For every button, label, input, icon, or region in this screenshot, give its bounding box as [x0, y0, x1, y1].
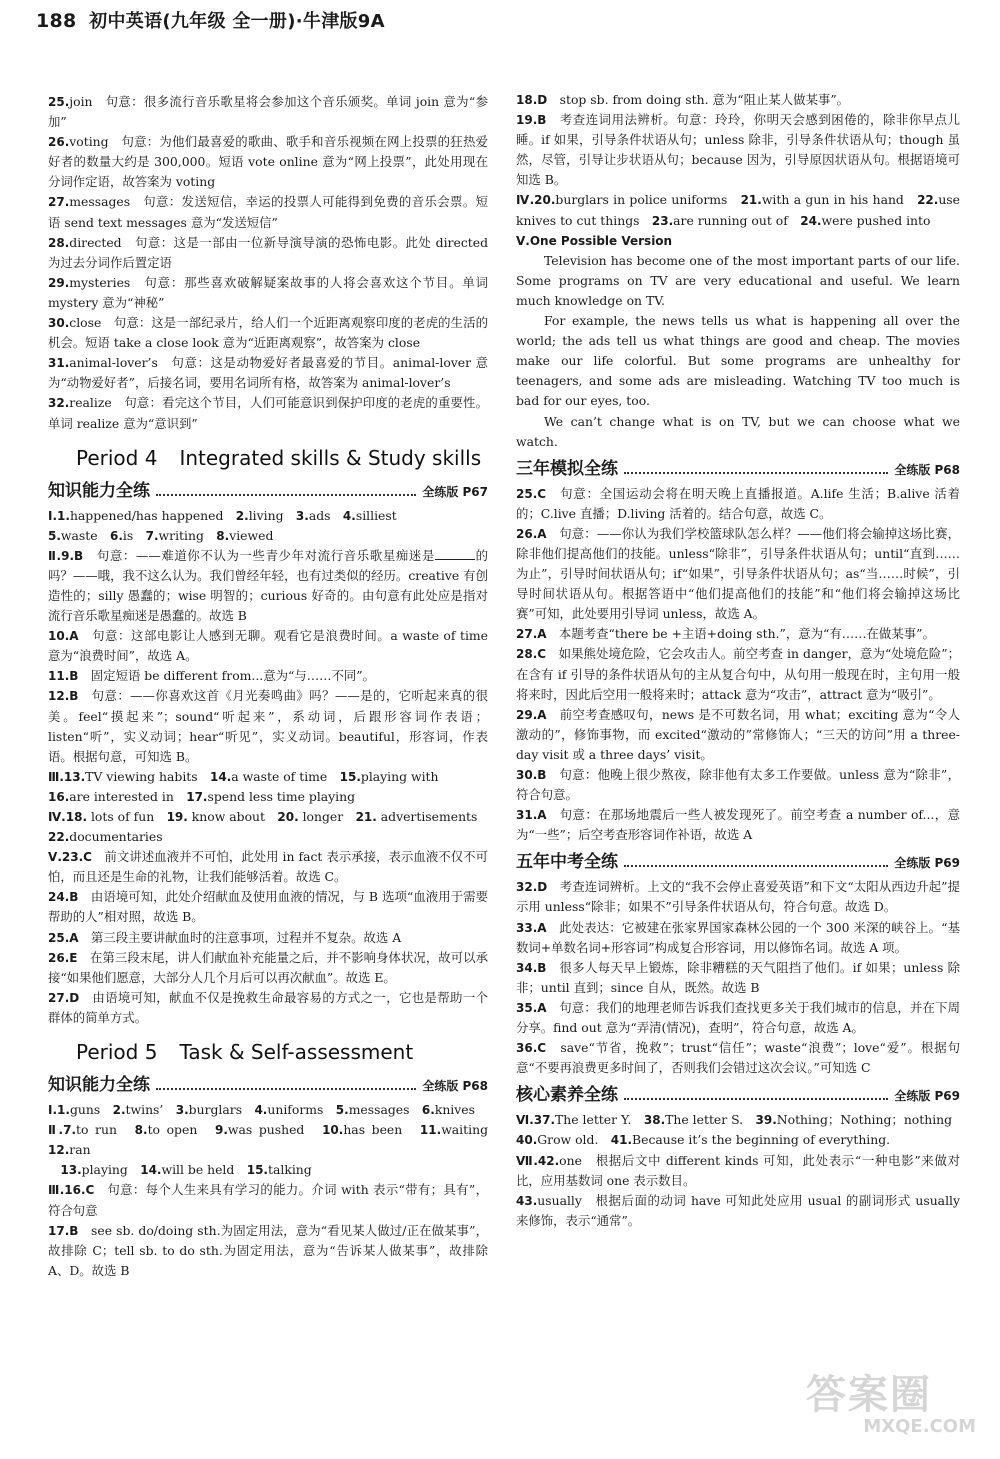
answer-line: Ⅰ.1.guns 2.twins’ 3.burglars 4.uniforms 5.messages 6.knives: [48, 1102, 475, 1118]
answer-line: Ⅲ.16.C 句意：每个人生来具有学习的能力。介词 with 表示“带有；具有”，符合句意: [48, 1182, 488, 1218]
answer-line: We can’t change what is on TV, but we can choose what we watch.: [516, 413, 960, 449]
section-header-p4: 知识能力全练 全练版 P67: [48, 480, 488, 501]
answer-line: 35.A 句意：我们的地理老师告诉我们查找更多关于我们城市的信息，并在下周分享。find out 意为“弄清(情况)，查明”，符合句意，故选 A。: [516, 999, 960, 1036]
answer-line: 16.are interested in 17.spend less time playing: [48, 788, 356, 804]
section-header-three-year: 三年模拟全练 全练版 P68: [516, 458, 960, 479]
site-watermark: 答案圈 MXQE.COM: [806, 1372, 976, 1437]
answer-line: 30.B 句意：他晚上很少熬夜，除非他有太多工作要做。unless 意为“除非”，符合句意。: [516, 767, 960, 803]
answer-line: Ⅱ.9.B 句意：——难道你不认为一些青少年对流行音乐歌星痴迷是 的吗？——哦，我不这么认为。我们曾经年轻，也有过类似的经历。creative 有创造性的；silly 愚蠢的；wise 明智的；curious 好奇的。由句意有此处应是指对流行音乐歌星痴迷是愚蠢的。故选 B: [48, 547, 489, 624]
answer-line: 28.C 如果熊处境危险，它会攻击人。前空考查 in danger，意为“处境危险”；在含有 if 引导的条件状语从句的主从复合句中，从句用一般现在时，主句用一般将来时，因此后空用一般将来时；attack 意为“攻击”，attract 意为“吸引”。: [516, 646, 960, 702]
answer-line: 27.D 由语境可知，献血不仅是挽救生命最容易的方式之一，它也是帮助一个群体的简单方式。: [48, 989, 488, 1025]
answer-line: 22.documentaries: [48, 829, 163, 845]
answer-line: 32.D 考查连词辨析。上文的“我不会停止喜爱英语”和下文“太阳从西边升起”提示用 unless“除非；如果不”引导条件状语从句，符合句意。故选 D。: [516, 879, 960, 915]
period-4-answers: [48, 506, 488, 1028]
three-year-answers: [516, 484, 960, 846]
answer-line: 25.C 句意：全国运动会将在明天晚上直播报道。A.life 生活；B.alive 活着的；C.live 直播；D.living 活着的。结合句意，故选 C。: [516, 485, 960, 521]
section-header-p5: 知识能力全练 全练版 P68: [48, 1075, 488, 1096]
answer-line: 26.voting 句意：为他们最喜爱的歌曲、歌手和音乐视频在网上投票的狂热爱好者的数量大约是 300,000。短语 vote online 意为“网上投票”，此处用现在分词作定语，故答案为 voting: [48, 134, 488, 190]
answer-line: Ⅳ.18. lots of fun 19. know about 20. longer 21. advertisements: [48, 809, 478, 824]
answer-line: Television has become one of the most important parts of our life. Some programs on TV are very educational and useful. We learn much knowledge on TV.: [516, 252, 960, 308]
answer-line: Ⅶ.42.one 根据后文中 different kinds 可知，此处表示“一种电影”来做对比，应用基数词 one 表示数目。: [516, 1152, 960, 1188]
answer-line: 19.B 考查连词用法辨析。句意：玲玲，你明天会感到困倦的，除非你早点儿睡。if 如果，引导条件状语从句；unless 除非，引导条件状语从句；though 虽然，尽管，引导让步状语从句；because 因为，引导原因状语从句。根据语境可知选 B。: [516, 112, 960, 188]
section-header-core: 核心素养全练 全练版 P69: [516, 1085, 960, 1106]
answer-line: 32.realize 句意：看完这个节目，人们可能意识到保护印度的老虎的重要性。单词 realize 意为“意识到”: [48, 395, 488, 431]
answer-line: 29.mysteries 句意：那些喜欢破解疑案故事的人将会喜欢这个节目。单词 mystery 意为“神秘”: [48, 274, 488, 310]
answer-line: 27.messages 句意：发送短信，幸运的投票人可能得到免费的音乐会票。短语 send text messages 意为“发送短信”: [48, 194, 488, 230]
answer-line: 43.usually 根据后面的动词 have 可知此处应用 usual 的副词形式 usually 来修饰，表示“通常”。: [516, 1192, 960, 1228]
answer-line: 36.C save“节省，挽救”；trust“信任”；waste“浪费”；love“爱”。根据句意“不要再浪费更多时间了，否则我们会错过这次会议。”可知选 C: [516, 1040, 960, 1076]
answer-line: 27.A 本题考查“there be +主语+doing sth.”，意为“有……在做某事”。: [516, 626, 935, 642]
answer-line: 5.waste 6.is 7.writing 8.viewed: [48, 527, 274, 543]
page-number: 188: [36, 10, 77, 32]
answer-line: Ⅲ.13.TV viewing habits 14.a waste of time 15.playing with: [48, 768, 439, 784]
answer-line: 25.join 句意：很多流行音乐歌星将会参加这个音乐颁奖。单词 join 意为“参加”: [48, 94, 488, 130]
five-year-answers: [516, 877, 960, 1078]
core-answers: [516, 1110, 960, 1231]
answer-line: Ⅱ.7.to run 8.to open 9.was pushed 10.has been 11.waiting 12.ran: [48, 1122, 501, 1158]
answer-line: 13.playing 14.will be held 15.talking: [60, 1162, 312, 1178]
answer-line: 30.close 句意：这是一部纪录片，给人们一个近距离观察印度的老虎的生活的机会。短语 take a close look 意为“近距离观察”，故答案为 close: [48, 315, 488, 351]
period-5-answers: [48, 1100, 501, 1281]
answer-line: 26.A 句意：——你认为我们学校篮球队怎么样？——他们将会输掉这场比赛，除非他们提高他们的技能。unless“除非”，引导条件状语从句；until“直到……为止”，引导时间状语从句；if“如果”，引导条件状语从句；as“当……时候”，引导时间状语从句。根据答语中“他们提高他们的技能”和“他们将会输掉这场比赛”可知，此处要用引导词 unless，故选 A。: [516, 525, 960, 622]
section-header-five-year: 五年中考全练 全练版 P69: [516, 852, 960, 873]
book-title: 初中英语(九年级 全一册)·牛津版9A: [89, 11, 385, 32]
answer-line: For example, the news tells us what is happening all over the world; the ads tell us what things are good and cheap. The movies make our life colorful. But some programs are unhealthy for teenagers, and some ads are misleading. Watching TV too much is bad for our eyes, too.: [516, 313, 960, 409]
answer-line: Ⅵ.37.The letter Y. 38.The letter S. 39.Nothing；Nothing；nothing: [516, 1112, 953, 1128]
answer-line: 26.E 在第三段末尾，讲人们献血补充能量之后，并不影响身体状况，故可以承接“如果他们愿意，大部分人几个月后可以再次献血”。故选 E。: [48, 949, 488, 985]
answer-line: 33.A 此处表达：它被建在张家界国家森林公园的一个 300 米深的峡谷上。“基数词+单数名词+形容词”构成复合形容词，用以修饰名词。故选 A 项。: [516, 919, 960, 955]
answer-line: 12.B 句意：——你喜欢这首《月光奏鸣曲》吗？——是的，它听起来真的很美。feel“摸起来”；sound“听起来”，系动词，后跟形容词作表语；listen“听”，实义动词；hear“听见”，实义动词。beautiful，形容词，作表语。根据句意，可知选 B。: [48, 688, 488, 764]
answer-line: 31.animal-lover’s 句意：这是动物爱好者最喜爱的节目。animal-lover 意为“动物爱好者”，后接名词，要用名词所有格，故答案为 animal-lover’s: [48, 355, 488, 391]
page-header: [36, 6, 385, 37]
answer-line: 24.B 由语境可知，此处介绍献血及使用血液的情况，与 B 选项“血液用于需要帮助的人”相对照，故选 B。: [48, 889, 488, 925]
answer-line: Ⅳ.20.burglars in police uniforms 21.with a gun in his hand 22.use knives to cut things 23.are running out of 24.were pushed into: [516, 192, 960, 228]
answer-line: 40.Grow old. 41.Because it’s the beginning of everything.: [516, 1132, 891, 1148]
answer-line: 17.B see sb. do/doing sth.为固定用法，意为“看见某人做过/正在做某事”，故排除 C；tell sb. to do sth.为固定用法，意为“告诉某人做某事”，故排除 A、D。故选 B: [48, 1222, 488, 1278]
left-top-answers: [48, 92, 488, 434]
answer-line: Ⅴ.One Possible Version: [516, 233, 673, 248]
answer-line: 31.A 句意：在那场地震后一些人被发现死了。前空考查 a number of...，意为“一些”；后空考查形容词作补语，故选 A: [516, 807, 960, 843]
answer-line: 10.A 句意：这部电影让人感到无聊。观看它是浪费时间。a waste of time 意为“浪费时间”，故选 A。: [48, 628, 488, 664]
period-5-heading: Period 5 Task & Self-assessment: [76, 1040, 414, 1065]
right-top-answers: [516, 90, 960, 251]
answer-line: 11.B 固定短语 be different from...意为“与……不同”。: [48, 668, 376, 684]
answer-line: Ⅴ.23.C 前文讲述血液并不可怕，此处用 in fact 表示承接，表示血液不仅不可怕，而且还是生命的礼物，让我们能够活着。故选 C。: [48, 849, 488, 885]
answer-line: 29.A 前空考查感叹句，news 是不可数名词，用 what；exciting 意为“令人激动的”，修饰事物，而 excited“激动的”常修饰人；“三天的访问”用 a three-day visit 或 a three days’ visit。: [516, 706, 960, 762]
answer-line: 25.A 第三段主要讲献血时的注意事项，过程并不复杂。故选 A: [48, 929, 402, 945]
essay: [516, 251, 960, 452]
right-column: [516, 90, 960, 1231]
left-column: [48, 92, 501, 1281]
answer-line: 34.B 很多人每天早上锻炼，除非糟糕的天气阻挡了他们。if 如果；unless 除非；until 直到；since 自从，既然。故选 B: [516, 959, 960, 995]
answer-line: Ⅰ.1.happened/has happened 2.living 3.ads 4.silliest: [48, 507, 397, 523]
answer-line: 18.D stop sb. from doing sth. 意为“阻止某人做某事”。: [516, 92, 850, 107]
answer-line: 28.directed 句意：这是一部由一位新导演导演的恐怖电影。此处 directed 为过去分词作后置定语: [48, 234, 488, 270]
period-4-heading: Period 4 Integrated skills & Study skills: [76, 445, 482, 470]
